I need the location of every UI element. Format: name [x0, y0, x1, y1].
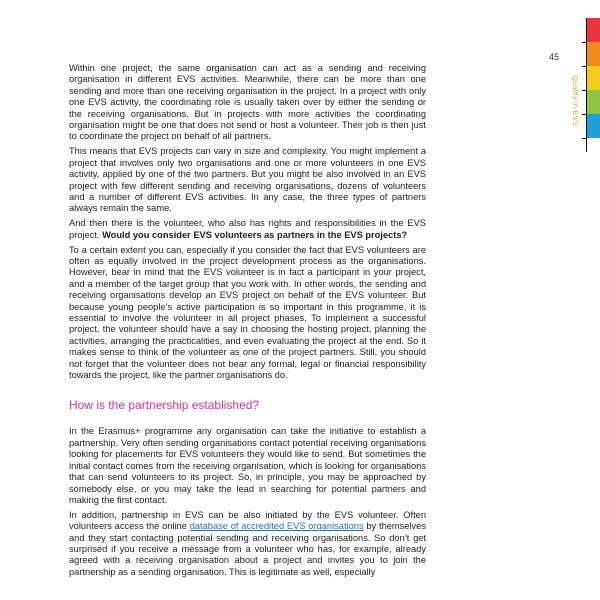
body-text [69, 63, 426, 582]
paragraph-text: And then there is the volunteer, who also has rights and responsibilities in the EVS project. [69, 218, 426, 240]
tab-tick [582, 42, 587, 43]
database-link[interactable]: database of accredited EVS organisations [189, 521, 364, 532]
running-section-title: Quality in EVS [571, 75, 580, 127]
color-tab-blue [586, 114, 600, 138]
paragraph: To a certain extent you can, especially if you consider the fact that EVS volunteers are often as equally involved in the project development process as the organisations. However, bear in mind that the EVS volunteer is in fact a participant in your project, and a member of the target group that you work with. In other words, the sending and receiving organisations develop an EVS project on behalf of the EVS volunteer. But because young people’s active participation is so important in this programme, it is essential to involve the volunteer in all project phases. To implement a successful project, the volunteer should have a say in choosing the hosting project, planning the activities, arranging the practicalities, and even evaluating the project at the end. So it makes sense to think of the volunteer as one of the project partners. Still, you should not forget that the volunteer does not bear any formal, legal or financial responsibility towards the project, like the partner organisations do. [69, 244, 426, 381]
color-tab-orange [586, 42, 600, 66]
tab-tick [582, 90, 587, 91]
tab-tick [582, 114, 587, 115]
paragraph-text: In addition, partnership in EVS can be also initiated by the EVS volunteer. Often volunteers access the online [69, 509, 426, 532]
color-tab-yellow [586, 66, 600, 90]
section-color-tabs [586, 0, 600, 152]
tab-tick [582, 138, 587, 139]
bold-question: Would you consider EVS volunteers as partners in the EVS projects? [102, 229, 408, 240]
paragraph: This means that EVS projects can vary in size and complexity. You might implement a project that involves only two organisations and one or more volunteers in one EVS activity, applied by one of the two partners. But you might be also involved in an EVS project with few different sending and receiving organisations, dozens of volunteers and a number of different EVS activities. In any case, the three types of partners always remain the same. [69, 146, 426, 214]
tab-tick [582, 66, 587, 67]
tab-divider-line [586, 18, 587, 152]
color-tab-red [586, 18, 600, 42]
paragraph-text: by themselves and they start contacting potential sending and receiving organisations. So don’t get surprised if you receive a message from a volunteer who has, for example, already agreed with a receiving organisation about a project and invites you to join the partnership as a sending organisation. This is legitimate as well, especially [69, 521, 427, 577]
color-tab-green [586, 90, 600, 114]
paragraph: Within one project, the same organisation can act as a sending and receiving organisation in different EVS activities. Meanwhile, there can be more than one sending and more than one receiving organisation in the project. In a project with only one EVS activity, the coordinating role is usually taken over by either the sending or the receiving organisations. But in projects with more activities the coordinating organisation might be one that does not send or host a volunteer. Their job is then just to coordinate the project on behalf of all partners. [69, 63, 426, 142]
paragraph: In the Erasmus+ programme any organisation can take the initiative to establish a partnership. Very often sending organisations contact potential receiving organisations looking for placements for EVS volunteers they would like to send. But sometimes the initial contact comes from the receiving organisation, which is looking for organisations that can send volunteers to its project. So, in principle, you may be approached by somebody else, or you may take the lead in searching for potential partners and making the first contact. [69, 426, 426, 505]
section-heading: How is the partnership established? [69, 398, 260, 413]
page-number: 45 [549, 52, 560, 62]
color-tab-white [586, 138, 600, 152]
paragraph [69, 218, 426, 241]
paragraph [69, 510, 426, 578]
